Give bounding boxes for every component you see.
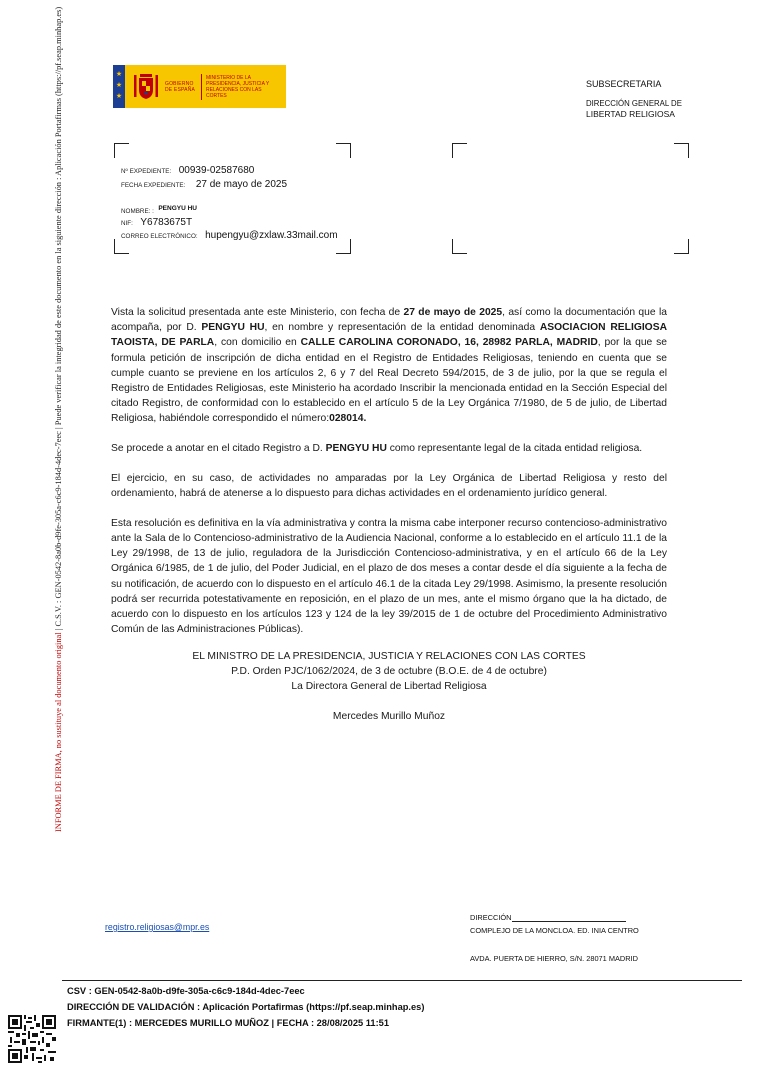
side-verification-text <box>54 7 63 832</box>
entity-address: CALLE CAROLINA CORONADO, 16, 28982 PARLA, MADRID <box>300 337 598 349</box>
direccion-line-2: LIBERTAD RELIGIOSA <box>586 109 675 119</box>
government-logo <box>113 65 286 108</box>
footer-address-line-1: COMPLEJO DE LA MONCLOA. ED. INIA CENTRO <box>470 926 639 935</box>
corner-mark <box>452 239 467 254</box>
logo-divider <box>201 74 202 100</box>
qr-code-icon <box>8 1015 56 1063</box>
footer-address-line-2: AVDA. PUERTA DE HIERRO, S/N. 28071 MADRID <box>470 954 638 963</box>
signature-line-1: EL MINISTRO DE LA PRESIDENCIA, JUSTICIA Y RELACIONES CON LAS CORTES <box>192 651 586 662</box>
paragraph-representative <box>111 441 667 456</box>
ministerio-label: MINISTERIO DE LA PRESIDENCIA, JUSTICIA Y RELACIONES CON LAS CORTES <box>206 74 270 99</box>
corner-mark <box>674 239 689 254</box>
direccion-line-1: DIRECCIÓN GENERAL DE <box>586 99 682 108</box>
fecha-value: 27 de mayo de 2025 <box>195 179 288 190</box>
expediente-label: Nº EXPEDIENTE: <box>121 168 172 175</box>
registry-number: 028014. <box>329 413 367 425</box>
representative-name: PENGYU HU <box>201 322 265 334</box>
corner-mark <box>674 143 689 158</box>
representative-name: PENGYU HU <box>325 443 387 455</box>
text-segment: , por la que se formula petición de inscripción de dicha entidad en el Registro de Entidades Religiosas, teniendo en cuenta que se cumple cuanto se previene en los artículos 2, 6 y 7 del Real Decreto 594/2015, de 3 de julio, por la que se regula el Registro de Entidades Religiosas, este Ministerio ha acordado Inscribir la mencionada entidad en la Sección Especial del citado Registro, de conformidad con lo establecido en el artículo 5 de la Ley Orgánica 7/1980, de 5 de julio, de Libertad Religiosa, habiéndole correspondido el número: <box>111 337 667 425</box>
text-segment: , así como la documentación que la acompaña, por D. <box>111 307 667 334</box>
text-segment: , con domicilio en <box>214 337 301 349</box>
expediente-value: 00939-02587680 <box>178 165 255 176</box>
correo-row <box>121 225 338 243</box>
csv-code: CSV : GEN-0542-8a0b-d9fe-305a-c6c9-184d-4dec-7eec <box>67 986 305 996</box>
direccion-general-label <box>586 98 682 120</box>
entity-name: ASOCIACION RELIGIOSA TAOISTA, DE PARLA <box>111 322 667 349</box>
nombre-label: NOMBRE: : <box>121 208 154 215</box>
corner-mark <box>336 239 351 254</box>
paragraph-activities: El ejercicio, en su caso, de actividades no amparadas por la Ley Orgánica de Libertad Religiosa y resto del ordenamiento, habrá de atenerse a lo dispuesto para dichas actividades en el ordenamiento jurídico general. <box>111 472 667 500</box>
signature-line-3: La Directora General de Libertad Religiosa <box>291 681 487 693</box>
corner-mark <box>452 143 467 158</box>
correo-label: CORREO ELECTRÓNICO: <box>121 233 198 240</box>
eu-flag-icon: ★ ★ ★ <box>113 65 125 108</box>
validation-url: DIRECCIÓN DE VALIDACIÓN : Aplicación Portafirmas (https://pf.seap.minhap.es) <box>67 1002 425 1012</box>
signer-info: FIRMANTE(1) : MERCEDES MURILLO MUÑOZ | FECHA : 28/08/2025 11:51 <box>67 1018 390 1028</box>
footer-direccion-label: DIRECCIÓN <box>470 913 512 922</box>
signature-line-2: P.D. Orden PJC/1062/2024, de 3 de octubre (B.O.E. de 4 de octubre) <box>231 666 547 678</box>
paragraph-appeal: Esta resolución es definitiva en la vía administrativa y contra la misma cabe interponer recurso contencioso-administrativo ante la Sala de lo Contencioso-administrativo de la Audiencia Nacional, conforme a lo establecido en el artículo 11.1 de la Ley 29/1998, de 13 de julio, reguladora de la Jurisdicción Contencioso-administrativa, y en el artículo 66 de la Ley Orgánica 6/1985, de 1 de julio, del Poder Judicial, en el plazo de dos meses a contar desde el día siguiente a la fecha de su notificación, de acuerdo con lo dispuesto en el artículo 46.1 de la citada Ley 29/1998. Asimismo, la presente resolución podrá ser recurrida potestativamente en reposición, en el plazo de un mes, ante el mismo órgano que la ha dictado, de acuerdo con lo dispuesto en los artículos 123 y 124 de la ley 39/2015 de 1 de octubre del Procedimiento Administrativo Común de las Administraciones Públicas). <box>111 517 667 636</box>
nif-label: NIF: <box>121 220 133 227</box>
gobierno-label: GOBIERNO DE ESPAÑA <box>165 80 196 93</box>
coat-of-arms-icon <box>133 71 159 103</box>
side-text-csv: | C.S.V. : GEN-0542-8a0b-d9fe-305a-c6c9-184d-4dec-7eec | Puede verificar la integridad de este documento en la siguiente dirección : Aplicación Portafirmas (https://pf.seap.minhap.es) <box>54 6 63 633</box>
nif-value: Y6783675T <box>140 217 193 228</box>
nombre-value: PENGYU HU <box>158 205 197 212</box>
footer-divider <box>512 921 626 922</box>
text-segment: Vista la solicitud presentada ante este Ministerio, con fecha de <box>111 307 404 318</box>
corner-mark <box>114 143 129 158</box>
solicitud-date: 27 de mayo de 2025 <box>403 307 503 318</box>
paragraph-inscription <box>111 305 667 427</box>
text-segment: Se procede a anotar en el citado Registro a D. <box>111 443 326 455</box>
side-text-warning: INFORME DE FIRMA, no sustituye al documento original <box>54 632 63 832</box>
text-segment: , en nombre y representación de la entidad denominada <box>264 322 540 334</box>
corner-mark <box>336 143 351 158</box>
fecha-label: FECHA EXPEDIENTE: <box>121 182 186 189</box>
resolution-body <box>111 305 667 652</box>
validation-divider <box>62 980 742 981</box>
subsecretaria-label: SUBSECRETARIA <box>586 79 662 89</box>
text-segment: como representante legal de la citada entidad religiosa. <box>386 443 643 455</box>
registry-email-link[interactable]: registro.religiosas@mpr.es <box>105 922 210 932</box>
signature-block <box>111 649 667 724</box>
correo-value: hupengyu@zxlaw.33mail.com <box>205 230 338 241</box>
signer-name: Mercedes Murillo Muñoz <box>332 710 446 722</box>
fecha-row <box>121 174 287 192</box>
